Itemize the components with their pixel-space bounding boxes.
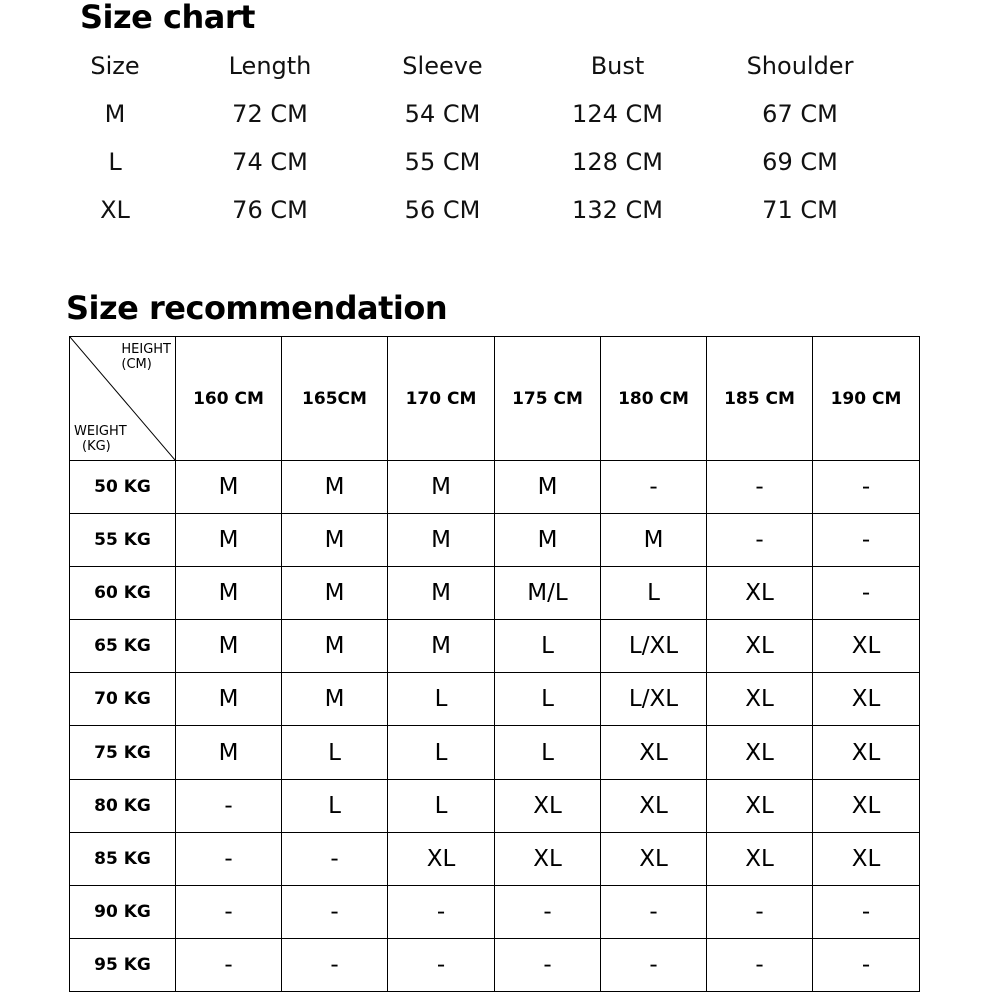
recommended-size-cell: - <box>601 938 707 991</box>
recommended-size-cell: L <box>495 673 601 726</box>
weight-label-cell: 70 KG <box>70 673 176 726</box>
recommended-size-cell: XL <box>813 779 920 832</box>
weight-label-cell: 60 KG <box>70 567 176 620</box>
recommended-size-cell: - <box>707 461 813 514</box>
bust-cell: 132 CM <box>572 196 663 224</box>
recommended-size-cell: M <box>495 461 601 514</box>
height-header-cell: 165CM <box>282 337 388 461</box>
weight-row <box>70 461 920 514</box>
height-header-cell: 185 CM <box>707 337 813 461</box>
recommended-size-cell: L <box>601 567 707 620</box>
weight-row <box>70 832 920 885</box>
corner-header-cell <box>70 337 176 461</box>
height-axis-label <box>121 342 171 372</box>
sleeve-cell: 54 CM <box>404 100 481 128</box>
recommended-size-cell: - <box>282 938 388 991</box>
recommended-size-cell: - <box>813 885 920 938</box>
recommended-size-cell: - <box>707 938 813 991</box>
weight-row <box>70 779 920 832</box>
weight-label-cell: 90 KG <box>70 885 176 938</box>
recommended-size-cell: L <box>495 620 601 673</box>
recommended-size-cell: M <box>282 620 388 673</box>
size-chart-table <box>40 42 900 234</box>
shoulder-cell: 71 CM <box>762 196 838 224</box>
recommended-size-cell: M <box>388 461 495 514</box>
weight-row <box>70 567 920 620</box>
size-chart-title: Size chart <box>80 0 255 36</box>
sleeve-cell: 55 CM <box>404 148 481 176</box>
size-recommendation-title: Size recommendation <box>66 289 448 327</box>
recommended-size-cell: L <box>495 726 601 779</box>
recommended-size-cell: - <box>282 885 388 938</box>
recommended-size-cell: M <box>388 567 495 620</box>
recommended-size-cell: - <box>601 885 707 938</box>
recommended-size-cell: L <box>388 726 495 779</box>
bust-cell: 124 CM <box>572 100 663 128</box>
weight-unit: (KG) <box>82 439 111 454</box>
recommended-size-cell: - <box>813 461 920 514</box>
height-label: HEIGHT <box>121 342 171 357</box>
column-header-size: Size <box>90 52 140 80</box>
recommended-size-cell: XL <box>707 832 813 885</box>
recommended-size-cell: XL <box>601 726 707 779</box>
weight-row <box>70 673 920 726</box>
recommended-size-cell: - <box>176 832 282 885</box>
recommended-size-cell: - <box>495 938 601 991</box>
size-cell: M <box>104 100 126 128</box>
recommended-size-cell: - <box>388 885 495 938</box>
size-cell: L <box>108 148 122 176</box>
recommended-size-cell: - <box>495 885 601 938</box>
recommendation-body <box>70 461 920 992</box>
recommended-size-cell: XL <box>707 567 813 620</box>
recommended-size-cell: - <box>707 885 813 938</box>
size-chart-header-row <box>40 42 900 90</box>
recommended-size-cell: - <box>813 567 920 620</box>
height-header-row <box>70 337 920 461</box>
weight-label-cell: 85 KG <box>70 832 176 885</box>
recommended-size-cell: XL <box>813 726 920 779</box>
recommended-size-cell: - <box>176 779 282 832</box>
recommended-size-cell: M <box>388 514 495 567</box>
size-chart-row <box>40 186 900 234</box>
recommended-size-cell: M <box>176 673 282 726</box>
column-header-shoulder: Shoulder <box>746 52 854 80</box>
recommended-size-cell: M <box>176 461 282 514</box>
recommended-size-cell: M <box>176 726 282 779</box>
recommended-size-cell: XL <box>707 779 813 832</box>
weight-label-cell: 80 KG <box>70 779 176 832</box>
recommended-size-cell: XL <box>707 620 813 673</box>
recommended-size-cell: - <box>176 885 282 938</box>
recommended-size-cell: M <box>282 567 388 620</box>
weight-label-cell: 50 KG <box>70 461 176 514</box>
recommended-size-cell: XL <box>707 726 813 779</box>
recommended-size-cell: L <box>282 726 388 779</box>
recommended-size-cell: XL <box>601 779 707 832</box>
column-header-sleeve: Sleeve <box>402 52 483 80</box>
recommended-size-cell: L <box>388 779 495 832</box>
recommended-size-cell: L/XL <box>601 620 707 673</box>
weight-row <box>70 938 920 991</box>
column-header-bust: Bust <box>590 52 645 80</box>
height-header-cell: 180 CM <box>601 337 707 461</box>
recommended-size-cell: L/XL <box>601 673 707 726</box>
size-recommendation-table <box>69 336 920 992</box>
recommended-size-cell: - <box>601 461 707 514</box>
weight-row <box>70 885 920 938</box>
recommended-size-cell: M <box>282 461 388 514</box>
weight-row <box>70 514 920 567</box>
recommended-size-cell: XL <box>813 673 920 726</box>
recommended-size-cell: L <box>388 673 495 726</box>
recommended-size-cell: M <box>388 620 495 673</box>
recommended-size-cell: L <box>282 779 388 832</box>
column-header-length: Length <box>228 52 312 80</box>
recommended-size-cell: - <box>282 832 388 885</box>
weight-label-cell: 55 KG <box>70 514 176 567</box>
weight-label-cell: 95 KG <box>70 938 176 991</box>
recommended-size-cell: M/L <box>495 567 601 620</box>
height-header-cell: 170 CM <box>388 337 495 461</box>
size-chart-row <box>40 138 900 186</box>
weight-label-cell: 75 KG <box>70 726 176 779</box>
shoulder-cell: 69 CM <box>762 148 838 176</box>
recommended-size-cell: - <box>813 938 920 991</box>
bust-cell: 128 CM <box>572 148 663 176</box>
weight-row <box>70 620 920 673</box>
height-header-cell: 190 CM <box>813 337 920 461</box>
recommended-size-cell: M <box>176 514 282 567</box>
recommended-size-cell: M <box>495 514 601 567</box>
recommended-size-cell: - <box>388 938 495 991</box>
recommended-size-cell: XL <box>813 832 920 885</box>
length-cell: 76 CM <box>232 196 308 224</box>
recommended-size-cell: M <box>176 567 282 620</box>
height-header-cell: 160 CM <box>176 337 282 461</box>
recommended-size-cell: XL <box>707 673 813 726</box>
height-unit: (CM) <box>121 357 152 372</box>
recommended-size-cell: XL <box>601 832 707 885</box>
recommended-size-cell: M <box>282 673 388 726</box>
recommended-size-cell: XL <box>495 832 601 885</box>
size-chart-row <box>40 90 900 138</box>
weight-label: WEIGHT <box>74 424 127 439</box>
recommended-size-cell: M <box>282 514 388 567</box>
shoulder-cell: 67 CM <box>762 100 838 128</box>
recommended-size-cell: XL <box>388 832 495 885</box>
length-cell: 72 CM <box>232 100 308 128</box>
sleeve-cell: 56 CM <box>404 196 481 224</box>
recommended-size-cell: XL <box>813 620 920 673</box>
weight-row <box>70 726 920 779</box>
recommended-size-cell: XL <box>495 779 601 832</box>
recommended-size-cell: M <box>176 620 282 673</box>
recommended-size-cell: - <box>176 938 282 991</box>
recommended-size-cell: - <box>813 514 920 567</box>
length-cell: 74 CM <box>232 148 308 176</box>
height-header-cell: 175 CM <box>495 337 601 461</box>
weight-label-cell: 65 KG <box>70 620 176 673</box>
recommended-size-cell: M <box>601 514 707 567</box>
recommended-size-cell: - <box>707 514 813 567</box>
size-cell: XL <box>100 196 130 224</box>
weight-axis-label <box>74 424 127 454</box>
